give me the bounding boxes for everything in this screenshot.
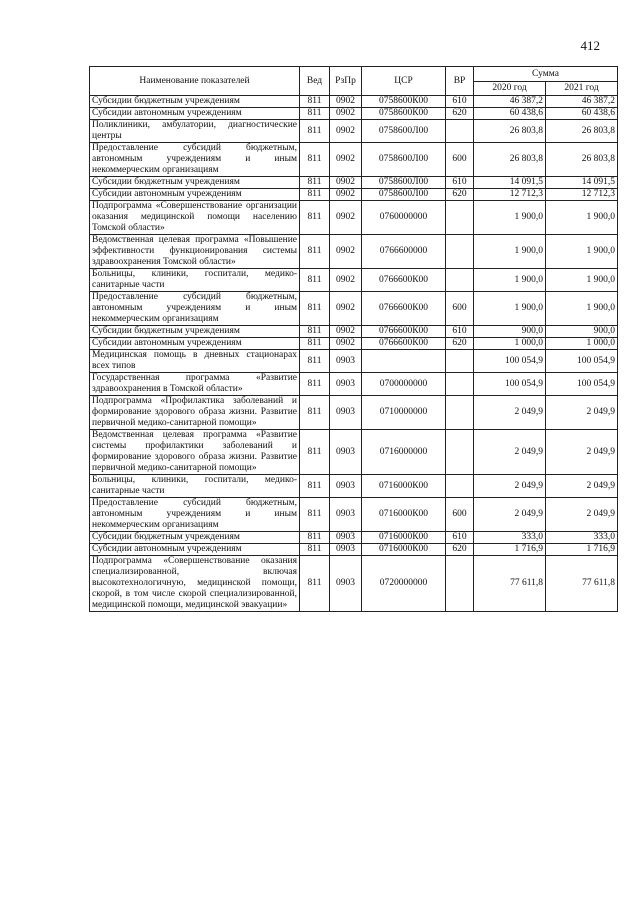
row-amount-2020: 2 049,9 [474,498,546,532]
row-amount-2020: 1 716,9 [474,544,546,556]
row-amount-2021: 333,0 [546,532,618,544]
row-name: Субсидии бюджетным учреждениям [90,96,300,108]
row-amount-2020: 12 712,3 [474,189,546,201]
row-vr: 620 [446,338,474,350]
row-name: Предоставление субсидий бюджетным, автономным учреждениям и иным некоммерческим организациям [90,143,300,177]
row-amount-2020: 1 000,0 [474,338,546,350]
row-amount-2020: 1 900,0 [474,292,546,326]
row-csr: 0758600Л00 [362,189,446,201]
table-row [90,96,618,108]
row-vr [446,235,474,269]
row-csr: 0758600Л00 [362,177,446,189]
row-rzpr: 0902 [330,338,362,350]
row-ved: 811 [300,350,330,373]
row-rzpr: 0902 [330,96,362,108]
row-name: Субсидии автономным учреждениям [90,338,300,350]
row-amount-2020: 100 054,9 [474,350,546,373]
row-vr: 620 [446,544,474,556]
table-row [90,373,618,396]
row-csr: 0716000К00 [362,544,446,556]
row-ved: 811 [300,326,330,338]
budget-table [89,66,618,612]
row-amount-2021: 26 803,8 [546,143,618,177]
row-name: Субсидии бюджетным учреждениям [90,326,300,338]
row-name: Субсидии автономным учреждениям [90,189,300,201]
row-rzpr: 0902 [330,201,362,235]
header-year-2020: 2020 год [474,82,546,96]
row-name: Поликлиники, амбулатории, диагностические центры [90,120,300,143]
row-amount-2021: 14 091,5 [546,177,618,189]
row-amount-2020: 2 049,9 [474,430,546,475]
table-row [90,430,618,475]
row-ved: 811 [300,430,330,475]
row-amount-2021: 1 716,9 [546,544,618,556]
row-vr: 620 [446,189,474,201]
row-rzpr: 0902 [330,326,362,338]
row-name: Предоставление субсидий бюджетным, автономным учреждениям и иным некоммерческим организациям [90,498,300,532]
table-row [90,235,618,269]
row-amount-2021: 2 049,9 [546,430,618,475]
header-year-2021: 2021 год [546,82,618,96]
table-row [90,120,618,143]
row-vr: 610 [446,96,474,108]
table-row [90,143,618,177]
header-sum: Сумма [474,67,618,82]
row-name: Субсидии автономным учреждениям [90,108,300,120]
row-rzpr: 0903 [330,556,362,612]
row-amount-2020: 100 054,9 [474,373,546,396]
row-csr: 0766600К00 [362,338,446,350]
row-vr: 600 [446,498,474,532]
row-vr [446,396,474,430]
row-vr [446,556,474,612]
row-csr: 0716000К00 [362,498,446,532]
row-vr: 600 [446,292,474,326]
table-row [90,350,618,373]
row-name: Предоставление субсидий бюджетным, автономным учреждениям и иным некоммерческим организациям [90,292,300,326]
row-rzpr: 0902 [330,143,362,177]
row-name: Субсидии автономным учреждениям [90,544,300,556]
row-name: Ведомственная целевая программа «Повышение эффективности функционирования системы здравоохранения Томской области» [90,235,300,269]
row-vr [446,373,474,396]
row-rzpr: 0903 [330,544,362,556]
row-csr: 0766600К00 [362,292,446,326]
row-name: Медицинская помощь в дневных стационарах всех типов [90,350,300,373]
row-amount-2020: 2 049,9 [474,396,546,430]
row-ved: 811 [300,338,330,350]
row-csr: 0766600000 [362,235,446,269]
row-vr [446,350,474,373]
row-csr: 0758600К00 [362,96,446,108]
row-csr: 0766600К00 [362,269,446,292]
table-row [90,189,618,201]
row-csr: 0710000000 [362,396,446,430]
row-rzpr: 0902 [330,108,362,120]
row-name: Государственная программа «Развитие здравоохранения в Томской области» [90,373,300,396]
table-row [90,532,618,544]
row-rzpr: 0903 [330,373,362,396]
table-row [90,108,618,120]
row-csr: 0758600Л00 [362,143,446,177]
row-ved: 811 [300,235,330,269]
row-vr: 600 [446,143,474,177]
row-rzpr: 0903 [330,498,362,532]
row-ved: 811 [300,532,330,544]
row-csr: 0716000000 [362,430,446,475]
table-row [90,498,618,532]
row-rzpr: 0903 [330,430,362,475]
row-csr: 0716000К00 [362,475,446,498]
row-amount-2020: 2 049,9 [474,475,546,498]
row-csr: 0758600Л00 [362,120,446,143]
row-ved: 811 [300,373,330,396]
row-rzpr: 0902 [330,177,362,189]
row-csr [362,350,446,373]
row-ved: 811 [300,177,330,189]
table-row [90,269,618,292]
row-ved: 811 [300,189,330,201]
header-ved: Вед [300,67,330,96]
row-name: Подпрограмма «Совершенствование организации оказания медицинской помощи населению Томской области» [90,201,300,235]
row-ved: 811 [300,201,330,235]
row-amount-2021: 12 712,3 [546,189,618,201]
row-rzpr: 0903 [330,350,362,373]
row-ved: 811 [300,108,330,120]
row-name: Подпрограмма «Совершенствование оказания специализированной, включая высокотехнологичную, медицинской помощи, скорой, в том числе скорой специализированной, медицинской помощи, медицинской эвакуации» [90,556,300,612]
row-amount-2021: 2 049,9 [546,498,618,532]
row-amount-2021: 1 900,0 [546,292,618,326]
row-amount-2020: 333,0 [474,532,546,544]
row-amount-2021: 1 000,0 [546,338,618,350]
row-vr [446,120,474,143]
row-amount-2021: 46 387,2 [546,96,618,108]
row-amount-2020: 60 438,6 [474,108,546,120]
page-number: 412 [580,38,600,53]
row-rzpr: 0902 [330,269,362,292]
row-ved: 811 [300,544,330,556]
row-amount-2020: 77 611,8 [474,556,546,612]
row-csr: 0760000000 [362,201,446,235]
row-amount-2021: 2 049,9 [546,475,618,498]
row-amount-2021: 77 611,8 [546,556,618,612]
row-amount-2021: 60 438,6 [546,108,618,120]
table-body [90,96,618,612]
row-ved: 811 [300,498,330,532]
header-name: Наименование показателей [90,67,300,96]
row-vr: 610 [446,532,474,544]
row-amount-2021: 1 900,0 [546,235,618,269]
row-name: Ведомственная целевая программа «Развитие системы профилактики заболеваний и формирование здорового образа жизни. Развитие первичной медико-санитарной помощи» [90,430,300,475]
row-vr [446,201,474,235]
row-name: Подпрограмма «Профилактика заболеваний и формирование здорового образа жизни. Развитие первичной медико-санитарной помощи» [90,396,300,430]
row-ved: 811 [300,396,330,430]
table-row [90,292,618,326]
row-rzpr: 0903 [330,532,362,544]
row-name: Субсидии бюджетным учреждениям [90,177,300,189]
row-amount-2020: 26 803,8 [474,120,546,143]
row-amount-2020: 900,0 [474,326,546,338]
row-csr: 0720000000 [362,556,446,612]
row-amount-2021: 1 900,0 [546,269,618,292]
row-vr [446,475,474,498]
row-amount-2021: 900,0 [546,326,618,338]
row-ved: 811 [300,556,330,612]
row-vr [446,269,474,292]
row-rzpr: 0902 [330,120,362,143]
table-row [90,544,618,556]
table-row [90,475,618,498]
row-vr [446,430,474,475]
row-ved: 811 [300,292,330,326]
header-rzpr: РзПр [330,67,362,96]
row-amount-2020: 46 387,2 [474,96,546,108]
row-csr: 0758600К00 [362,108,446,120]
row-ved: 811 [300,120,330,143]
row-amount-2021: 100 054,9 [546,373,618,396]
table-row [90,201,618,235]
table-row [90,396,618,430]
header-vr: ВР [446,67,474,96]
row-name: Больницы, клиники, госпитали, медико-санитарные части [90,269,300,292]
row-csr: 0716000К00 [362,532,446,544]
row-ved: 811 [300,269,330,292]
header-csr: ЦСР [362,67,446,96]
row-amount-2021: 26 803,8 [546,120,618,143]
row-name: Субсидии бюджетным учреждениям [90,532,300,544]
row-name: Больницы, клиники, госпитали, медико-санитарные части [90,475,300,498]
row-amount-2020: 1 900,0 [474,269,546,292]
table-row [90,177,618,189]
row-amount-2021: 2 049,9 [546,396,618,430]
row-vr: 610 [446,326,474,338]
row-amount-2021: 1 900,0 [546,201,618,235]
table-row [90,556,618,612]
row-csr: 0766600К00 [362,326,446,338]
table-row [90,326,618,338]
row-rzpr: 0902 [330,189,362,201]
row-amount-2020: 1 900,0 [474,235,546,269]
row-csr: 0700000000 [362,373,446,396]
row-rzpr: 0902 [330,235,362,269]
table-row [90,338,618,350]
row-amount-2020: 1 900,0 [474,201,546,235]
row-vr: 620 [446,108,474,120]
row-ved: 811 [300,143,330,177]
row-amount-2020: 26 803,8 [474,143,546,177]
row-rzpr: 0903 [330,396,362,430]
row-amount-2020: 14 091,5 [474,177,546,189]
row-rzpr: 0902 [330,292,362,326]
row-amount-2021: 100 054,9 [546,350,618,373]
row-ved: 811 [300,475,330,498]
row-rzpr: 0903 [330,475,362,498]
row-vr: 610 [446,177,474,189]
row-ved: 811 [300,96,330,108]
